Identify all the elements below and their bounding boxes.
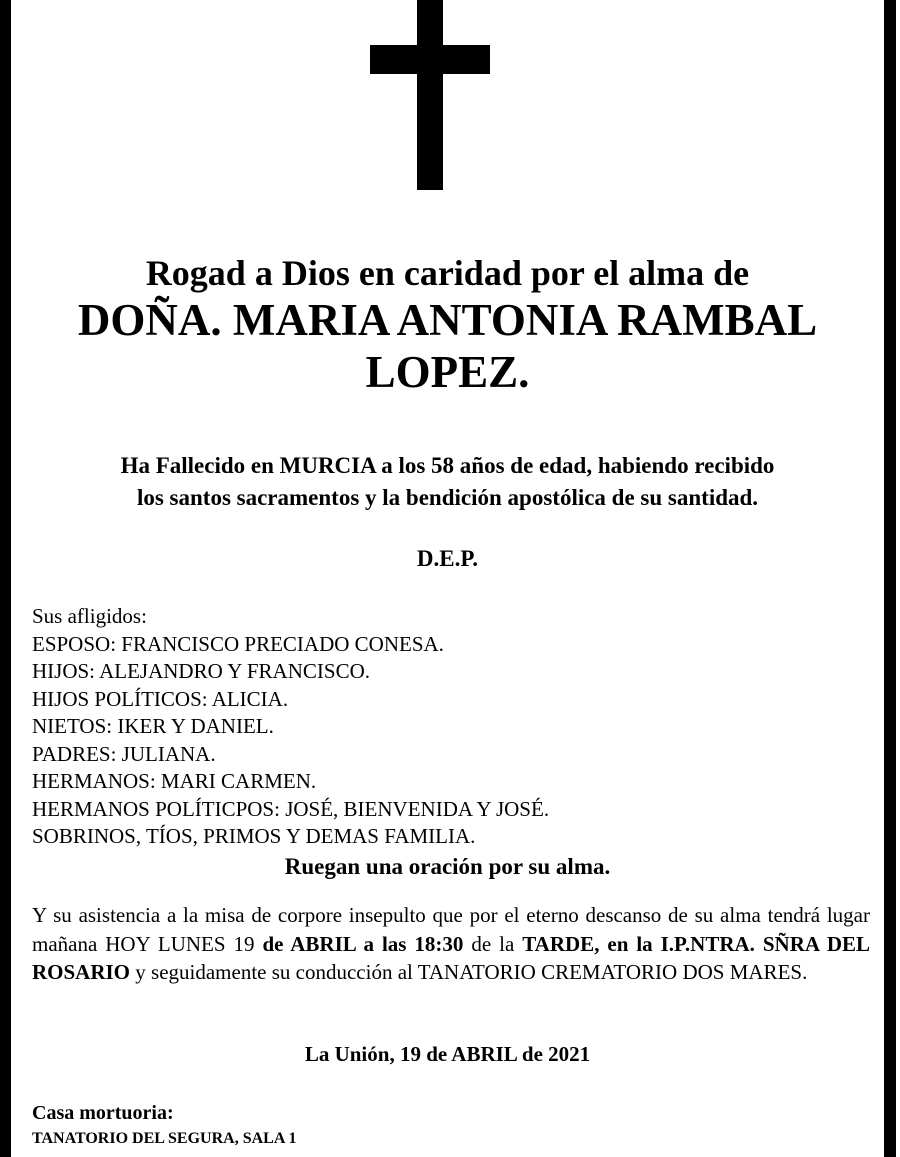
mass-location: , en la I.P.NTRA. SÑRA DEL ROSARIO <box>32 931 871 984</box>
deceased-name-line-1: DOÑA. MARIA ANTONIA RAMBAL <box>77 295 818 345</box>
mass-text-3: y seguidamente su conducción al TANATORIO CREMATORIO DOS MARES. <box>130 960 808 984</box>
mourner-line: HERMANOS: MARI CARMEN. <box>32 769 317 793</box>
mass-date-time: de ABRIL a las 18:30 <box>262 931 464 956</box>
deceased-name <box>11 294 884 398</box>
mourner-line: SOBRINOS, TÍOS, PRIMOS Y DEMAS FAMILIA. <box>32 824 476 848</box>
death-notice-line-1: Ha Fallecido en MURCIA a los 58 años de edad, habiendo recibido <box>120 453 775 478</box>
place-date: La Unión, 19 de ABRIL de 2021 <box>304 1042 591 1066</box>
cross-icon <box>370 0 490 190</box>
mass-text-1: Y su asistencia a la misa de corpore insepulto que por el eterno descanso de su alma tendrá lugar mañana HOY LUNES 19 <box>32 903 870 956</box>
funeral-home-value: TANATORIO DEL SEGURA, SALA 1 <box>32 1130 297 1147</box>
death-notice <box>11 450 884 514</box>
mass-text-2: de la <box>463 931 523 956</box>
mourners-intro: Sus afligidos: <box>32 604 147 628</box>
mourner-line: HIJOS: ALEJANDRO Y FRANCISCO. <box>32 659 370 683</box>
mourner-line: PADRES: JULIANA. <box>32 741 216 766</box>
mourners-list <box>32 603 872 851</box>
funeral-home-label: Casa mortuoria: <box>32 1102 174 1124</box>
prayer-request: Ruegan una oración por su alma. <box>284 854 611 879</box>
rip-label: D.E.P. <box>416 546 479 571</box>
mourner-line: ESPOSO: FRANCISCO PRECIADO CONESA. <box>32 631 444 656</box>
right-border <box>884 0 896 1157</box>
deceased-name-line-2: LOPEZ. <box>365 347 530 397</box>
death-notice-line-2: los santos sacramentos y la bendición apostólica de su santidad. <box>136 485 759 510</box>
invocation-title: Rogad a Dios en caridad por el alma de <box>145 253 750 293</box>
mourner-line: NIETOS: IKER Y DANIEL. <box>32 714 274 738</box>
mass-period: TARDE <box>522 931 595 956</box>
left-border <box>0 0 11 1157</box>
mourner-line: HERMANOS POLÍTICPOS: JOSÉ, BIENVENIDA Y JOSÉ. <box>32 796 550 821</box>
mourner-line: HIJOS POLÍTICOS: ALICIA. <box>32 686 289 711</box>
mass-announcement <box>32 901 870 987</box>
